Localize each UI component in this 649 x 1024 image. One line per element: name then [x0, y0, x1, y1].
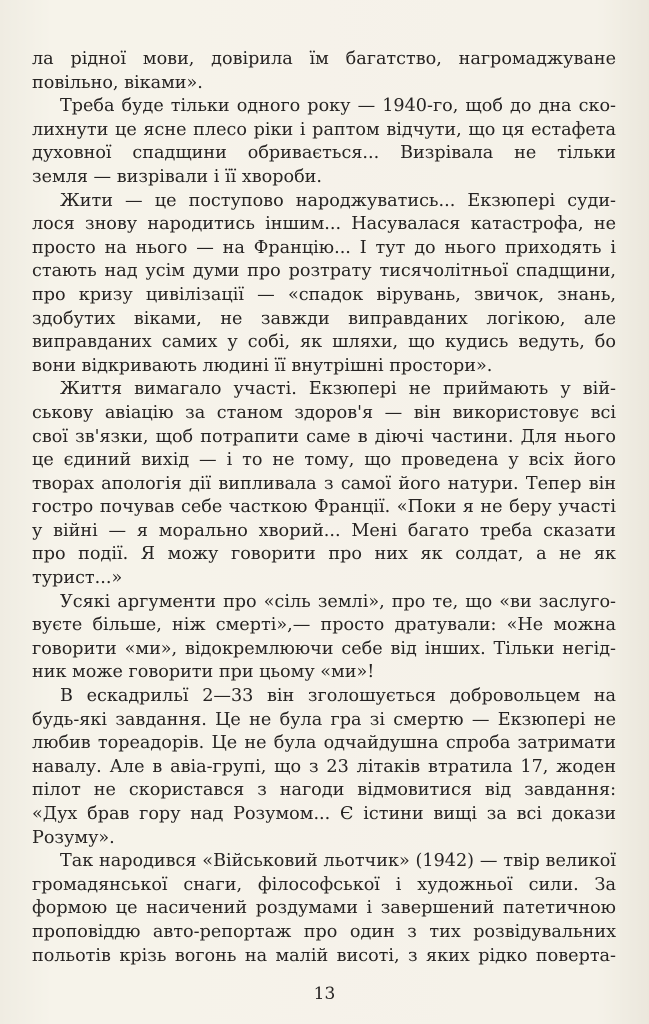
text-line: проповіддю авто-репортаж про один з тих розвідувальних [32, 921, 616, 942]
page-number: 13 [313, 984, 336, 1004]
text-line: будь-які завдання. Це не була гра зі смертю — Екзюпері не [32, 709, 616, 730]
text-line: Жити — це поступово народжуватись... Екзюпері суди- [60, 190, 616, 211]
text-line: про кризу цивілізації — «спадок вірувань, звичок, знань, [32, 284, 616, 305]
text-line: «Дух брав гору над Розумом... Є істини вищі за всі докази [32, 804, 616, 824]
text-line: про події. Я можу говорити про них як солдат, а не як [32, 544, 616, 565]
text-line: земля — визрівали і її хвороби. [32, 166, 323, 187]
text-line: вони відкривають людині її внутрішні простори». [32, 355, 493, 376]
text-line: духовної спадщини обривається... Визрівала не тільки [32, 143, 616, 164]
text-line: просто на нього — на Францію... І тут до нього приходять і [32, 237, 616, 258]
text-line: Усякі аргументи про «сіль землі», про те, що «ви заслуго- [60, 591, 616, 612]
text-line: ськову авіацію за станом здоров'я — він використовує всі [32, 402, 616, 423]
text-line: Так народився «Військовий льотчик» (1942) — твір великої [60, 851, 616, 872]
text-line: виправданих самих у собі, як шляхи, що кудись ведуть, бо [32, 332, 616, 353]
text-line: стають над усім думи про розтрату тисячолітньої спадщини, [32, 261, 616, 282]
text-line: повільно, віками». [32, 72, 203, 93]
text-line: вуєте більше, ніж смерті»,— просто дратували: «Не можна [32, 615, 616, 636]
text-line: польотів крізь вогонь на малій висоті, з яких рідко поверта- [32, 945, 616, 966]
text-line: свої зв'язки, щоб потрапити саме в діючі частини. Для нього [32, 426, 616, 447]
text-line: Життя вимагало участі. Екзюпері не приймають у вій- [60, 379, 616, 400]
text-line: громадянської снаги, філософської і художньої сили. За [32, 874, 616, 895]
text-line: любив тореадорів. Це не була одчайдушна спроба затримати [32, 733, 616, 754]
text-line: гостро почував себе часткою Франції. «Поки я не беру участі [32, 497, 616, 518]
text-line: навалу. Але в авіа-групі, що з 23 літаків втратила 17, жоден [32, 756, 616, 777]
text-line: Треба буде тільки одного року — 1940-го, щоб до дна ско- [60, 96, 616, 117]
text-line: ла рідної мови, довірила їм багатство, нагромаджуване [32, 49, 616, 69]
text-line: говорити «ми», відокремлюючи себе від інших. Тільки негід- [32, 638, 616, 659]
text-line: здобутих віками, не завжди виправданих логікою, але [32, 308, 616, 329]
text-line: Розуму». [32, 827, 115, 848]
text-line: це єдиний вихід — і то не тому, що проведена у всіх його [32, 450, 616, 471]
text-line: лося знову народитись іншим... Насувалася катастрофа, не [32, 214, 616, 235]
text-line: у війні — я морально хворий... Мені багато треба сказати [32, 520, 616, 541]
text-line: В ескадрильї 2—33 він зголошується добровольцем на [60, 686, 616, 707]
text-line: формою це насичений роздумами і завершений патетичною [32, 898, 616, 919]
text-line: творах апологія дії випливала з самої його натури. Тепер він [32, 473, 616, 494]
text-line: пілот не скористався з нагоди відмовитися від завдання: [32, 780, 616, 801]
body-text [32, 48, 616, 968]
text-line: лихнути це ясне плесо ріки і раптом відчути, що ця естафета [32, 119, 616, 140]
text-line: ник може говорити при цьому «ми»! [32, 662, 375, 683]
text-line: турист...» [32, 568, 123, 589]
